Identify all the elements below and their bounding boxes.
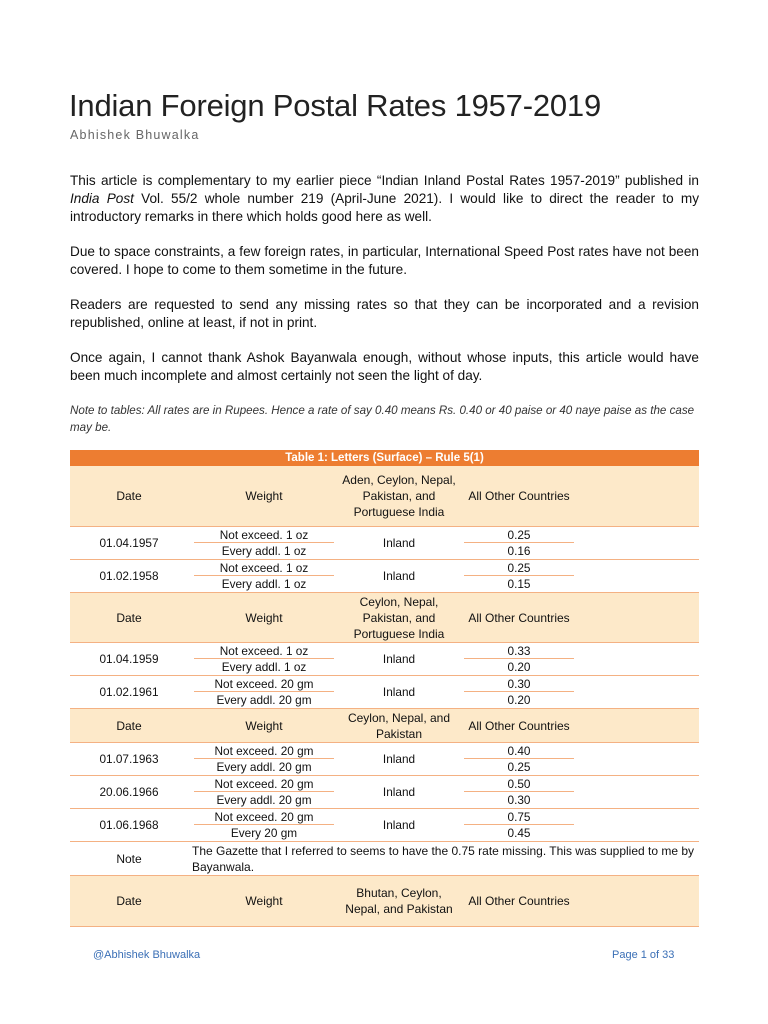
footer-author-handle: @Abhishek Bhuwalka [93, 949, 201, 961]
table-row [70, 643, 699, 660]
row-rate-additional: 0.25 [458, 759, 580, 776]
header-region-rate: Ceylon, Nepal, and Pakistan [340, 709, 458, 743]
table-header-row [70, 709, 699, 743]
note-label: Note [70, 842, 188, 876]
row-weight-additional: Every addl. 1 oz [188, 543, 340, 560]
table-note-row [70, 842, 699, 876]
row-rate-additional: 0.16 [458, 543, 580, 560]
row-inland: Inland [340, 776, 458, 809]
row-weight-additional: Every addl. 20 gm [188, 759, 340, 776]
table-caption: Table 1: Letters (Surface) – Rule 5(1) [70, 450, 699, 466]
table-row [70, 560, 699, 577]
row-weight-first: Not exceed. 1 oz [188, 643, 340, 660]
author-name: Abhishek Bhuwalka [70, 128, 200, 142]
thanks-paragraph: Once again, I cannot thank Ashok Bayanwala enough, without whose inputs, this article would have been much incomplete and almost certainly not seen the light of day. [70, 350, 699, 383]
table-note: Note to tables: All rates are in Rupees. Hence a rate of say 0.40 means Rs. 0.40 or 40 paise or 40 naye paise as the case may be. [70, 404, 695, 434]
row-weight-first: Not exceed. 20 gm [188, 676, 340, 693]
row-inland: Inland [340, 809, 458, 842]
table-row [70, 527, 699, 544]
header-region-rate: Bhutan, Ceylon, Nepal, and Pakistan [340, 876, 458, 927]
table-row [70, 809, 699, 826]
header-date: Date [70, 466, 188, 527]
row-inland: Inland [340, 560, 458, 593]
row-weight-additional: Every addl. 20 gm [188, 692, 340, 709]
header-weight: Weight [188, 593, 340, 643]
row-date: 01.02.1961 [70, 676, 188, 709]
row-rate-first: 0.75 [458, 809, 580, 826]
request-paragraph: Readers are requested to send any missing rates so that they can be incorporated and a revision republished, online at least, if not in print. [70, 297, 699, 330]
table-header-row [70, 876, 699, 927]
header-date: Date [70, 876, 188, 927]
row-rate-additional: 0.15 [458, 576, 580, 593]
table-header-row [70, 593, 699, 643]
row-weight-additional: Every addl. 1 oz [188, 659, 340, 676]
note-text: The Gazette that I referred to seems to have the 0.75 rate missing. This was supplied to me by Bayanwala. [188, 842, 699, 876]
intro-text-2: Vol. 55/2 whole number 219 (April-June 2021). I would like to direct the reader to my introductory remarks in there which holds good here as well. [70, 191, 699, 224]
space-constraints-paragraph: Due to space constraints, a few foreign rates, in particular, International Speed Post rates have not been covered. I hope to come to them sometime in the future. [70, 244, 699, 277]
table-row [70, 743, 699, 760]
row-rate-first: 0.33 [458, 643, 580, 660]
table-caption-row [70, 450, 699, 466]
page-number: Page 1 of 33 [612, 949, 675, 961]
header-weight: Weight [188, 709, 340, 743]
row-rate-additional: 0.30 [458, 792, 580, 809]
page-title: Indian Foreign Postal Rates 1957-2019 [69, 88, 602, 123]
header-weight: Weight [188, 876, 340, 927]
row-rate-first: 0.25 [458, 527, 580, 544]
journal-title: India Post [70, 191, 134, 206]
table-row [70, 676, 699, 693]
row-rate-first: 0.30 [458, 676, 580, 693]
row-inland: Inland [340, 643, 458, 676]
header-other-rate: All Other Countries [458, 593, 580, 643]
header-date: Date [70, 593, 188, 643]
header-region-rate: Ceylon, Nepal, Pakistan, and Portuguese India [340, 593, 458, 643]
row-weight-additional: Every addl. 20 gm [188, 792, 340, 809]
intro-text-1: This article is complementary to my earlier piece “Indian Inland Postal Rates 1957-2019” published in [70, 173, 699, 188]
row-rate-additional: 0.20 [458, 692, 580, 709]
row-rate-first: 0.40 [458, 743, 580, 760]
row-date: 01.04.1959 [70, 643, 188, 676]
row-date: 20.06.1966 [70, 776, 188, 809]
table-header-row [70, 466, 699, 527]
intro-paragraph [70, 172, 699, 226]
row-weight-additional: Every addl. 1 oz [188, 576, 340, 593]
row-date: 01.07.1963 [70, 743, 188, 776]
row-weight-first: Not exceed. 20 gm [188, 776, 340, 793]
row-inland: Inland [340, 743, 458, 776]
row-rate-additional: 0.45 [458, 825, 580, 842]
row-inland: Inland [340, 527, 458, 560]
row-date: 01.04.1957 [70, 527, 188, 560]
row-weight-first: Not exceed. 20 gm [188, 809, 340, 826]
row-weight-first: Not exceed. 1 oz [188, 560, 340, 577]
row-date: 01.02.1958 [70, 560, 188, 593]
row-weight-additional: Every 20 gm [188, 825, 340, 842]
row-rate-first: 0.50 [458, 776, 580, 793]
row-rate-additional: 0.20 [458, 659, 580, 676]
header-region-rate: Aden, Ceylon, Nepal, Pakistan, and Portuguese India [340, 466, 458, 527]
row-rate-first: 0.25 [458, 560, 580, 577]
row-weight-first: Not exceed. 20 gm [188, 743, 340, 760]
table-row [70, 776, 699, 793]
header-other-rate: All Other Countries [458, 876, 580, 927]
header-other-rate: All Other Countries [458, 466, 580, 527]
row-inland: Inland [340, 676, 458, 709]
header-weight: Weight [188, 466, 340, 527]
header-other-rate: All Other Countries [458, 709, 580, 743]
rates-table [70, 450, 699, 927]
row-date: 01.06.1968 [70, 809, 188, 842]
header-date: Date [70, 709, 188, 743]
row-weight-first: Not exceed. 1 oz [188, 527, 340, 544]
